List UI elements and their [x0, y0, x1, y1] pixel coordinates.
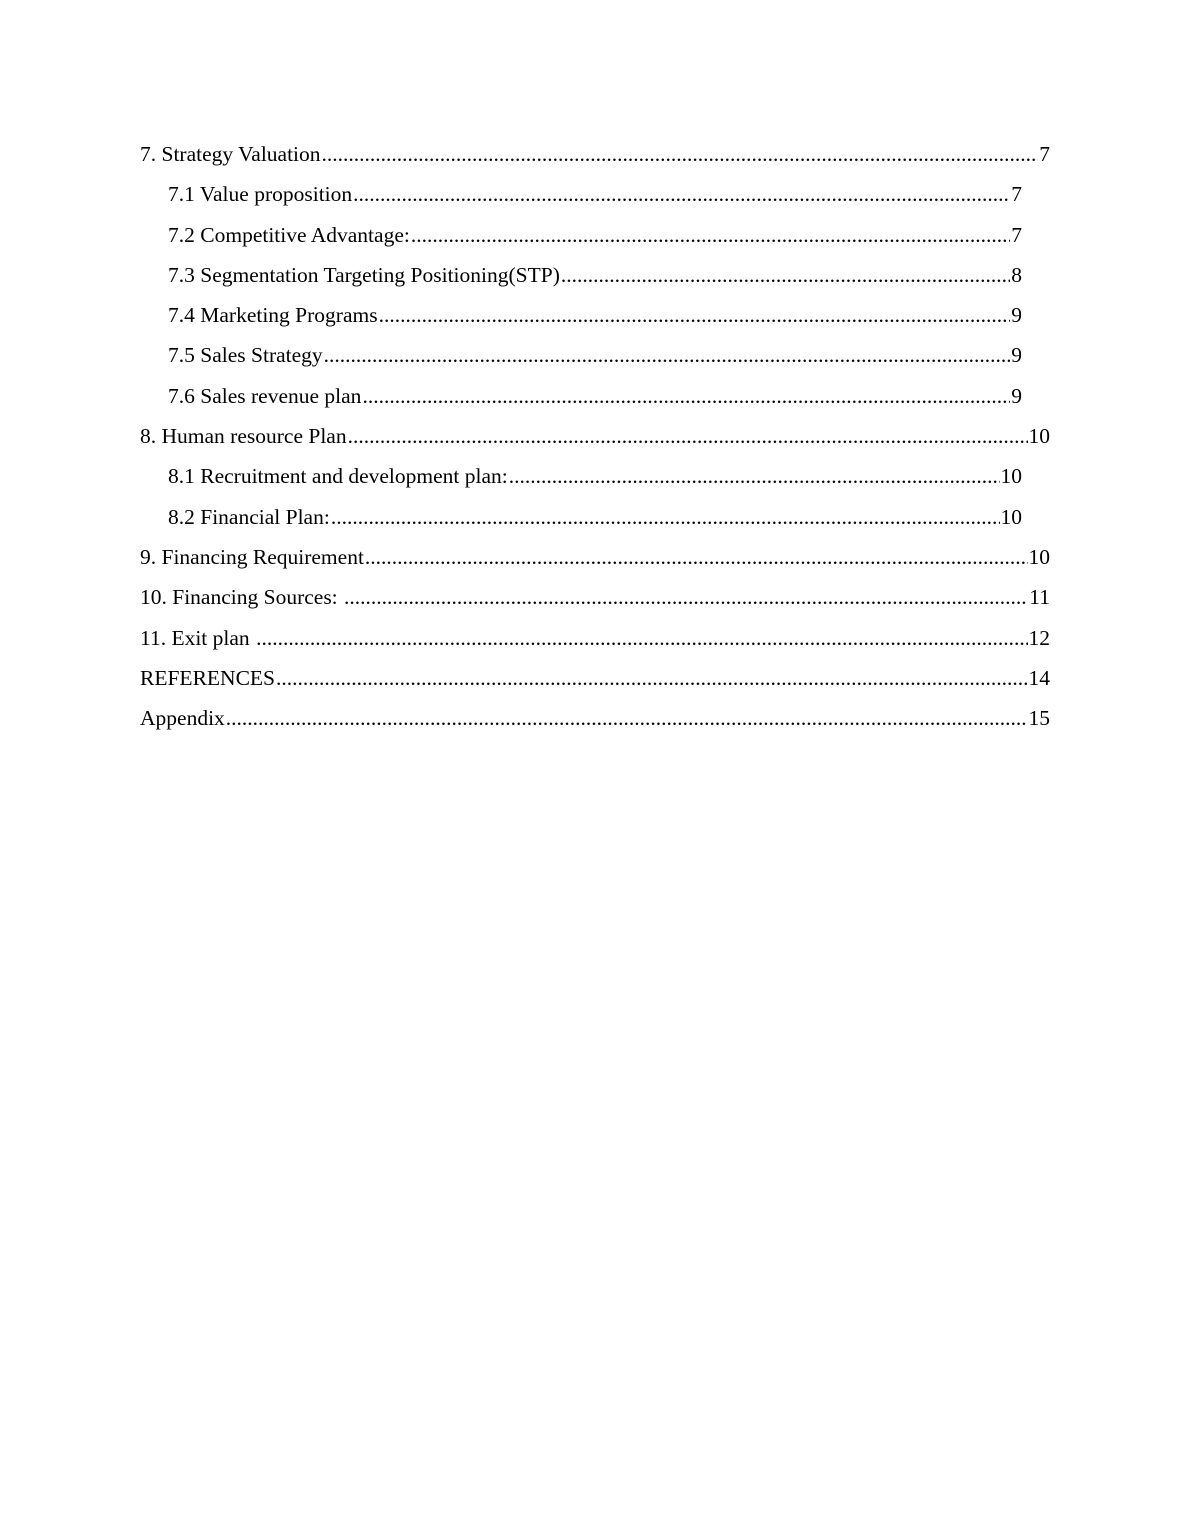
toc-entry-7-4[interactable] [140, 295, 1050, 335]
toc-entry-11[interactable] [140, 618, 1050, 658]
toc-entry-9[interactable] [140, 537, 1050, 577]
toc-page-number: 10 [1028, 544, 1050, 569]
toc-page-number: 8 [1011, 262, 1022, 287]
toc-leader-dots [509, 456, 1000, 496]
toc-entry-appendix[interactable] [140, 698, 1050, 738]
toc-leader-dots [324, 335, 1011, 375]
toc-leader-dots [348, 416, 1028, 456]
toc-leader-dots [344, 577, 1028, 617]
toc-leader-dots [353, 174, 1010, 214]
toc-page-number: 7 [1039, 142, 1050, 166]
toc-leader-dots [322, 134, 1039, 174]
toc-entry-8[interactable] [140, 416, 1050, 456]
table-of-contents [140, 134, 1050, 738]
toc-page-number: 12 [1028, 625, 1050, 650]
toc-entry-title: 8. Human resource Plan [140, 424, 347, 449]
toc-leader-dots [362, 376, 1010, 416]
toc-entry-title: 8.2 Financial Plan: [168, 504, 330, 529]
toc-entry-7-5[interactable] [140, 335, 1050, 375]
toc-leader-dots [411, 215, 1010, 255]
toc-leader-dots [379, 295, 1011, 335]
toc-page-number: 9 [1011, 343, 1022, 368]
toc-entry-title: 7.5 Sales Strategy [168, 343, 323, 368]
toc-entry-title: 11. Exit plan [140, 625, 256, 650]
toc-entry-title: 7.4 Marketing Programs [168, 303, 378, 328]
toc-leader-dots [256, 618, 1027, 658]
toc-page-number: 15 [1028, 706, 1050, 731]
toc-leader-dots [331, 497, 1000, 537]
toc-leader-dots [276, 658, 1028, 698]
toc-page-number: 9 [1011, 303, 1022, 328]
toc-entry-title: 8.1 Recruitment and development plan: [168, 464, 508, 489]
toc-entry-7-2[interactable] [140, 215, 1050, 255]
toc-leader-dots [561, 255, 1010, 295]
toc-page-number: 10 [1028, 424, 1050, 449]
toc-entry-title: 9. Financing Requirement [140, 544, 364, 569]
toc-entry-title: 10. Financing Sources: [140, 585, 344, 610]
toc-page-number: 7 [1011, 182, 1022, 207]
toc-entry-title: 7.1 Value proposition [168, 182, 353, 207]
toc-entry-7-6[interactable] [140, 376, 1050, 416]
toc-page-number: 10 [1000, 464, 1022, 489]
toc-entry-7[interactable] [140, 134, 1050, 174]
toc-page-number: 7 [1011, 222, 1022, 247]
toc-entry-7-3[interactable] [140, 255, 1050, 295]
toc-page-number: 10 [1000, 504, 1022, 529]
toc-page-number: 9 [1011, 383, 1022, 408]
toc-entry-references[interactable] [140, 658, 1050, 698]
toc-entry-8-2[interactable] [140, 497, 1050, 537]
toc-entry-title: 7.3 Segmentation Targeting Positioning(STP) [168, 262, 560, 287]
toc-entry-10[interactable] [140, 577, 1050, 617]
toc-page-number: 11 [1029, 585, 1050, 610]
toc-page-number: 14 [1028, 665, 1050, 690]
toc-entry-title: 7. Strategy Valuation [140, 142, 321, 166]
toc-entry-8-1[interactable] [140, 456, 1050, 496]
toc-leader-dots [365, 537, 1028, 577]
toc-entry-title: 7.2 Competitive Advantage: [168, 222, 410, 247]
toc-entry-title: Appendix [140, 706, 225, 731]
toc-leader-dots [226, 698, 1028, 738]
toc-entry-7-1[interactable] [140, 174, 1050, 214]
toc-entry-title: 7.6 Sales revenue plan [168, 383, 362, 408]
toc-entry-title: REFERENCES [140, 665, 275, 690]
